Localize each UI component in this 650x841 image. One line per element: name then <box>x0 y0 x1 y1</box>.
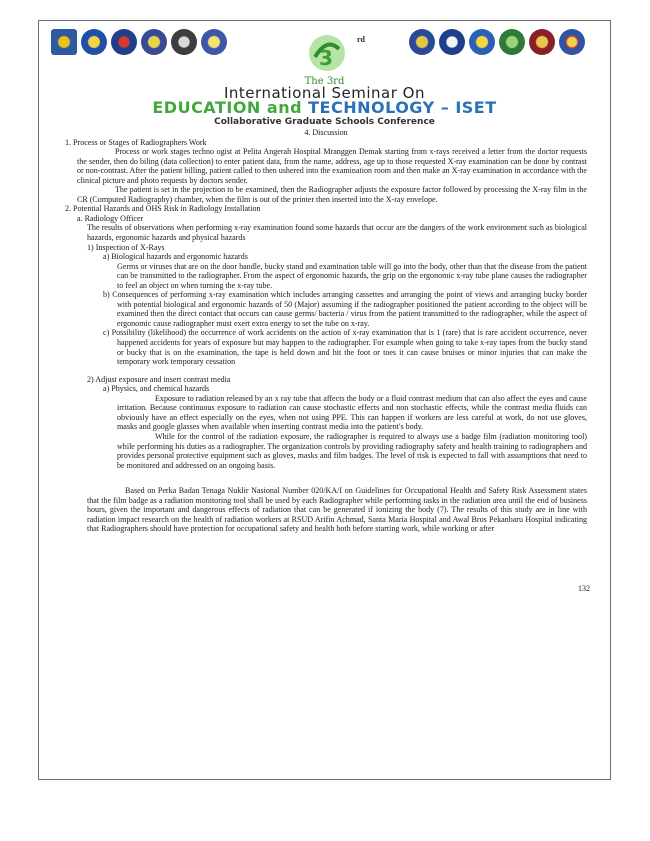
subsection-1-paragraph-1: Process or work stages techno ogist at Pelita Angerah Hospital Mranggen Demak starting from x-rays received a letter from the doctor requests the sender, then do biling (data collection) to enter patient data, from the name, address, age up to those requested X-ray examination can be done by contrast or non-contrast. After the patient billing, patient called to then ushered into the examination room and then make an X-ray examination in accordance with the clinical picture and photo requests by doctors sender. <box>77 147 587 185</box>
subsection-2a-title: a. Radiology Officer <box>77 213 144 223</box>
conference-ordinal: The 3rd <box>304 76 345 87</box>
subsection-2a-paragraph: The results of observations when performing x-ray examination found some hazards that occur are the dangers of the work environment such as biological hazards, ergonomic hazards and physical hazards <box>87 223 587 243</box>
title-word-iset: – ISET <box>440 98 497 117</box>
title-word-technology: TECHNOLOGY <box>308 98 435 117</box>
closing-paragraph: Based on Perka Badan Tenaga Nuklir Nasional Number 020/KA/I on Guidelines for Occupational Health and Safety Risk Assessment states that the film badge as a radiation monitoring tool shall be used by each Radiographer while performing tasks in the radiation area until the end of business hours, given the important and dangerous effects of radiation that can be generated if ionizing the body (7). The results of this study are in line with radiation impact research on the health of radiation workers at RSUD Arifin Achmad, Santa Maria Hospital and Awal Bros Pekanbaru Hospital indicating that Radiographers should have protection for occupational safety and health both before starting work, while working or after <box>87 486 587 534</box>
item-1a-title: a) Biological hazards and ergonomic hazards <box>103 252 248 262</box>
university-logo-2 <box>81 29 107 55</box>
item-2-title: 2) Adjust exposure and insert contrast media <box>87 374 231 384</box>
svg-text:3: 3 <box>319 46 333 70</box>
title-word-and: and <box>266 98 303 117</box>
page-number: 132 <box>578 584 590 593</box>
university-logo-8 <box>439 29 465 55</box>
university-logo-11 <box>529 29 555 55</box>
university-logo-10 <box>499 29 525 55</box>
conference-emblem <box>305 29 349 73</box>
item-2a-paragraph-1: Exposure to radiation released by an x ray tube that affects the body or a fluid contrast medium that can also affect the eyes and cause irritation. Because continuous exposure to radiation can cause stochastic effects and non stochastic effects, while the contrast media fluids can obviously have an effect especially on the eyes, when not using PPE. This can happen if workers are less careful at work, do not use gloves, masks and google glasses when available when inserting contrast media into the patient's body. <box>117 393 587 432</box>
university-logo-6 <box>201 29 227 55</box>
university-logo-1 <box>51 29 77 55</box>
paper-body <box>65 128 587 534</box>
item-2a-paragraph-2: While for the control of the radiation exposure, the radiographer is required to always use a badge film (radiation monitoring tool) while performing his duties as a radiographer. The organization controls by providing radiography safety and health training to radiographers and provides personal protective equipment such as gloves, masks and film badges. The level of risk is expected to fall with assumptions that need to be monitored and addressed on an ongoing basis. <box>117 431 587 470</box>
conference-subtitle: Collaborative Graduate Schools Conference <box>214 117 435 127</box>
section-heading: 4. Discussion <box>304 128 348 137</box>
subsection-1-title: 1. Process or Stages of Radiographers Work <box>65 137 207 147</box>
subsection-1-paragraph-2: The patient is set in the projection to be examined, then the Radiographer adjusts the exposure factor followed by processing the X-ray film in the CR (Computed Radiography) chamber, when the film is out of the printer then inserted into the X-ray envelope. <box>77 185 587 204</box>
conference-title-line1: International Seminar On <box>224 84 425 102</box>
ordinal-badge: rd <box>357 35 365 44</box>
item-1c-paragraph: c) Possibility (likelihood) the occurrence of work accidents on the action of x-ray examination that is 1 (rare) that is rare accident occurrence, never happened accidents for years of exposure but may happen to the radiographer. For example when going to take x-ray tapes from the bucky stand or bucky that is on the examination, the tape is held down and hit the foot or toes it can cause bruises or minor injuries that can make the temporary work temporary cessation <box>103 328 587 367</box>
title-word-education: EDUCATION <box>152 98 261 117</box>
item-1-title: 1) Inspection of X-Rays <box>87 242 165 252</box>
university-logo-5 <box>171 29 197 55</box>
conference-title-line2 <box>39 98 610 117</box>
university-logo-12 <box>559 29 585 55</box>
university-logo-3 <box>111 29 137 55</box>
paper-page <box>38 20 611 780</box>
item-1a-paragraph: Germs or viruses that are on the door handle, bucky stand and examination table will go into the body, other than that the disease from the patient can be transmitted to the radiographer. From the aspect of ergonomic hazards, the grip on the ergonomic x-ray tube plane causes the radiographer to feel an object on when turning the x-ray tube. <box>117 261 587 290</box>
university-logo-7 <box>409 29 435 55</box>
university-logo-4 <box>141 29 167 55</box>
header-logo-strip <box>39 29 610 69</box>
university-logo-9 <box>469 29 495 55</box>
item-2a-title: a) Physics, and chemical hazards <box>103 384 210 394</box>
subsection-2-title: 2. Potential Hazards and OHS Risk in Radiology Installation <box>65 204 261 214</box>
item-1b-paragraph: b) Consequences of performing x-ray examination which includes arranging cassettes and arranging the point of views and arranging bucky border with potential biological and ergonomic hazards of 50 (Major) assuming if the radiographer positioned the patient according to the object will be examined then the direct contact that occurs can cause germs/ bacteria / virus from the patient transmitted to the radiographer, while the aspect of ergonomic cause radiographer must exert extra energy to set the tube on x-ray. <box>103 290 587 328</box>
